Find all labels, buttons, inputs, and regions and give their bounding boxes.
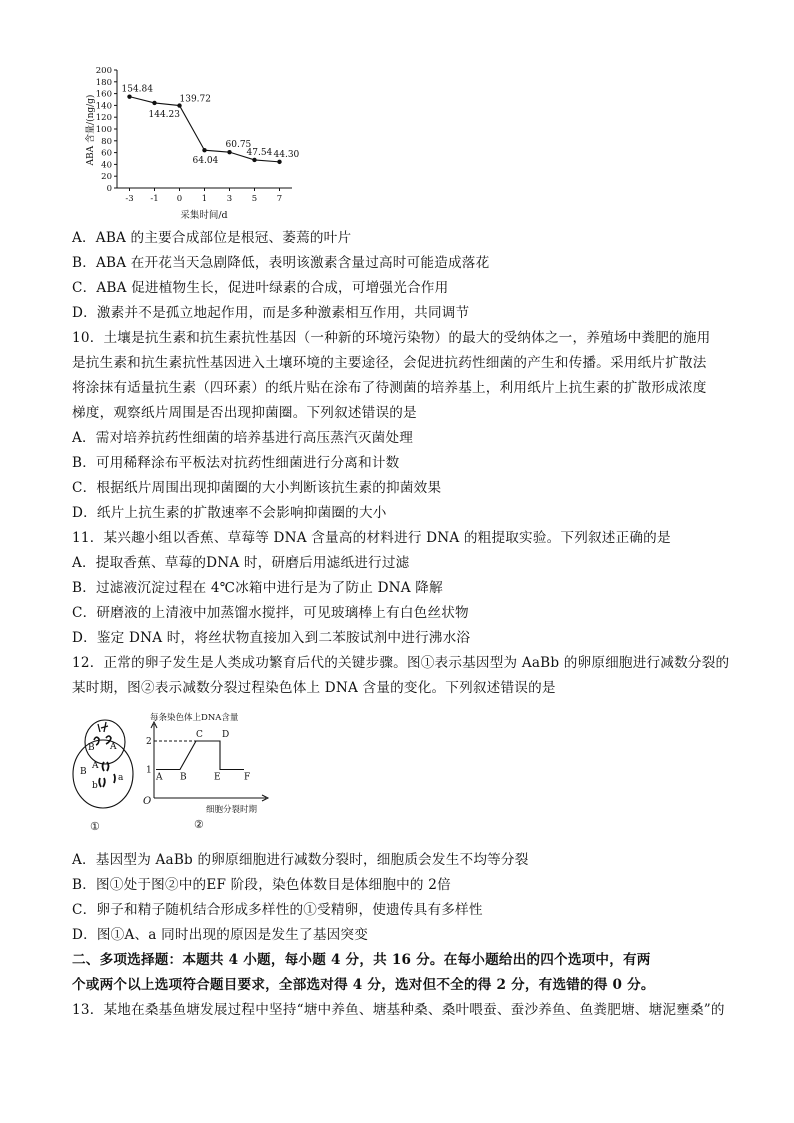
chart-ytick-label: 80 <box>101 136 112 147</box>
q10-option-a: A．需对培养抗药性细菌的培养基进行高压蒸汽灭菌处理 <box>72 430 414 446</box>
chart-ytick-label: 160 <box>95 89 112 100</box>
chart-xlabel: 采集时间/d <box>180 210 228 221</box>
fig2-xlabel: 细胞分裂时期 <box>206 805 258 815</box>
fig2-series-line <box>156 741 244 770</box>
chart-ytick-label: 140 <box>95 101 112 112</box>
chart-ytick-label: 20 <box>101 172 112 183</box>
chart-point <box>127 94 131 98</box>
chart-ytick-label: 0 <box>106 184 112 194</box>
q10-option-b: B．可用稀释涂布平板法对抗药性细菌进行分离和计数 <box>72 455 400 471</box>
chromosome-icon <box>114 774 115 783</box>
gene-label: b <box>92 781 98 791</box>
q12-option-a: A．基因型为 AaBb 的卵原细胞进行减数分裂时，细胞质会发生不均等分裂 <box>72 852 529 868</box>
chart-point <box>202 148 206 152</box>
chart-xtick-label: -1 <box>150 194 159 204</box>
fig2-point-label: B <box>180 772 187 783</box>
chart-ytick-label: 40 <box>101 160 112 171</box>
q11-option-d: D．鉴定 DNA 时，将丝状物直接加入到二苯胺试剂中进行沸水浴 <box>72 630 471 646</box>
q12-option-d: D．图①A、a 同时出现的原因是发生了基因突变 <box>72 927 369 943</box>
chart-ytick-label: 60 <box>101 148 112 159</box>
q13-stem: 13．某地在桑基鱼塘发展过程中坚持“塘中养鱼、塘基种桑、桑叶喂蚕、蚕沙养鱼、鱼粪肥塘、塘泥壅桑”的 <box>72 1002 725 1018</box>
gene-label: B <box>80 767 87 777</box>
chart-ytick-label: 200 <box>95 66 112 76</box>
chart-xtick-label: 7 <box>276 194 283 204</box>
chart-data-label: 47.54 <box>246 147 273 158</box>
fig2-point-label: A <box>156 772 163 783</box>
q12-option-b: B．图①处于图②中的EF 阶段，染色体数目是体细胞中的 2倍 <box>72 877 451 893</box>
fig2-point-label: E <box>214 772 221 783</box>
chromosome-icon <box>103 762 109 771</box>
q11-option-c: C．研磨液的上清液中加蒸馏水搅拌，可见玻璃棒上有白色丝状物 <box>72 605 469 621</box>
fig2-point-label: D <box>222 730 230 740</box>
chart-data-label: 154.84 <box>121 84 153 95</box>
gene-label: a <box>118 773 124 783</box>
chart-data-label: 60.75 <box>225 140 252 151</box>
fig2-point-label: C <box>196 730 203 740</box>
q10-stem-line: 是抗生素和抗生素抗性基因进入土壤环境的主要途径，会促进抗药性细菌的产生和传播。采用纸片扩散法 <box>72 355 707 371</box>
chart-point <box>277 160 281 164</box>
gene-label: B <box>88 743 95 753</box>
chart-ylabel: ABA 含量/(ng/g) <box>86 94 96 166</box>
gene-label: A <box>110 742 117 752</box>
section-heading: 二、多项选择题：本题共 4 小题，每小题 4 分，共 16 分。在每小题给出的四个选项中，有两 <box>72 952 651 968</box>
chromosome-icon <box>98 722 108 732</box>
aba-line-chart <box>80 60 310 225</box>
q10-stem-line: 10．土壤是抗生素和抗生素抗性基因（一种新的环境污染物）的最大的受纳体之一，养殖场中粪肥的施用 <box>72 330 711 346</box>
gene-label: A <box>92 761 99 771</box>
fig2-origin: O <box>143 796 152 807</box>
dna-content-figure <box>138 708 273 834</box>
chromosome-icon <box>99 778 105 787</box>
q11-option-b: B．过滤液沉淀过程在 4℃冰箱中进行是为了防止 DNA 降解 <box>72 580 443 596</box>
section-heading: 个或两个以上选项符合题目要求，全部选对得 4 分，选对但不全的得 2 分，有选错的得 0 分。 <box>72 977 655 993</box>
chart-data-label: 64.04 <box>192 156 219 167</box>
chart-xtick-label: 1 <box>201 194 208 204</box>
q10-stem-line: 梯度，观察纸片周围是否出现抑菌圈。下列叙述错误的是 <box>72 405 417 421</box>
chart-ytick-label: 100 <box>95 125 112 135</box>
fig2-point-label: F <box>244 772 251 783</box>
q9-option-a: A．ABA 的主要合成部位是根冠、萎蔫的叶片 <box>72 230 352 246</box>
chart-ytick-label: 180 <box>95 77 112 88</box>
q12-stem-line: 12．正常的卵子发生是人类成功繁育后代的关键步骤。图①表示基因型为 AaBb 的卵原细胞进行减数分裂的 <box>72 655 730 671</box>
chart-xtick-label: 0 <box>176 194 183 204</box>
q10-option-d: D．纸片上抗生素的扩散速率不会影响抑菌圈的大小 <box>72 505 387 521</box>
q9-option-d: D．激素并不是孤立地起作用，而是多种激素相互作用，共同调节 <box>72 305 470 321</box>
chart-ytick-label: 120 <box>95 113 112 124</box>
fig2-ytick-label: 2 <box>146 737 152 747</box>
q9-option-c: C．ABA 促进植物生长，促进叶绿素的合成，可增强光合作用 <box>72 280 449 296</box>
fig2-ylabel: 每条染色体上DNA含量 <box>150 713 239 723</box>
chart-xtick-label: 5 <box>251 194 258 204</box>
fig2-ytick-label: 1 <box>146 765 152 776</box>
chart-data-label: 139.72 <box>179 94 211 105</box>
q12-option-c: C．卵子和精子随机结合形成多样性的①受精卵，使遗传具有多样性 <box>72 902 483 918</box>
q11-option-a: A．提取香蕉、草莓的DNA 时，研磨后用滤纸进行过滤 <box>72 555 410 571</box>
q11-stem: 11．某兴趣小组以香蕉、草莓等 DNA 含量高的材料进行 DNA 的粗提取实验。下列叙述正确的是 <box>72 530 671 546</box>
chart-data-label: 44.30 <box>273 149 300 160</box>
chart-point <box>152 101 156 105</box>
chart-point <box>227 150 231 154</box>
chart-xtick-label: 3 <box>226 194 233 204</box>
q9-option-b: B．ABA 在开花当天急剧降低，表明该激素含量过高时可能造成落花 <box>72 255 490 271</box>
chart-point <box>252 158 256 162</box>
q10-stem-line: 将涂抹有适量抗生素（四环素）的纸片贴在涂布了待测菌的培养基上，利用纸片上抗生素的扩散形成浓度 <box>72 380 707 396</box>
q12-stem-line: 某时期，图②表示减数分裂过程染色体上 DNA 含量的变化。下列叙述错误的是 <box>72 680 556 696</box>
chart-data-label: 144.23 <box>148 109 180 120</box>
cell-division-figure <box>70 712 140 834</box>
figure-caption: ② <box>194 818 204 831</box>
chart-xtick-label: -3 <box>125 194 134 204</box>
q10-option-c: C．根据纸片周围出现抑菌圈的大小判断该抗生素的抑菌效果 <box>72 480 442 496</box>
figure-caption: ① <box>90 820 100 833</box>
